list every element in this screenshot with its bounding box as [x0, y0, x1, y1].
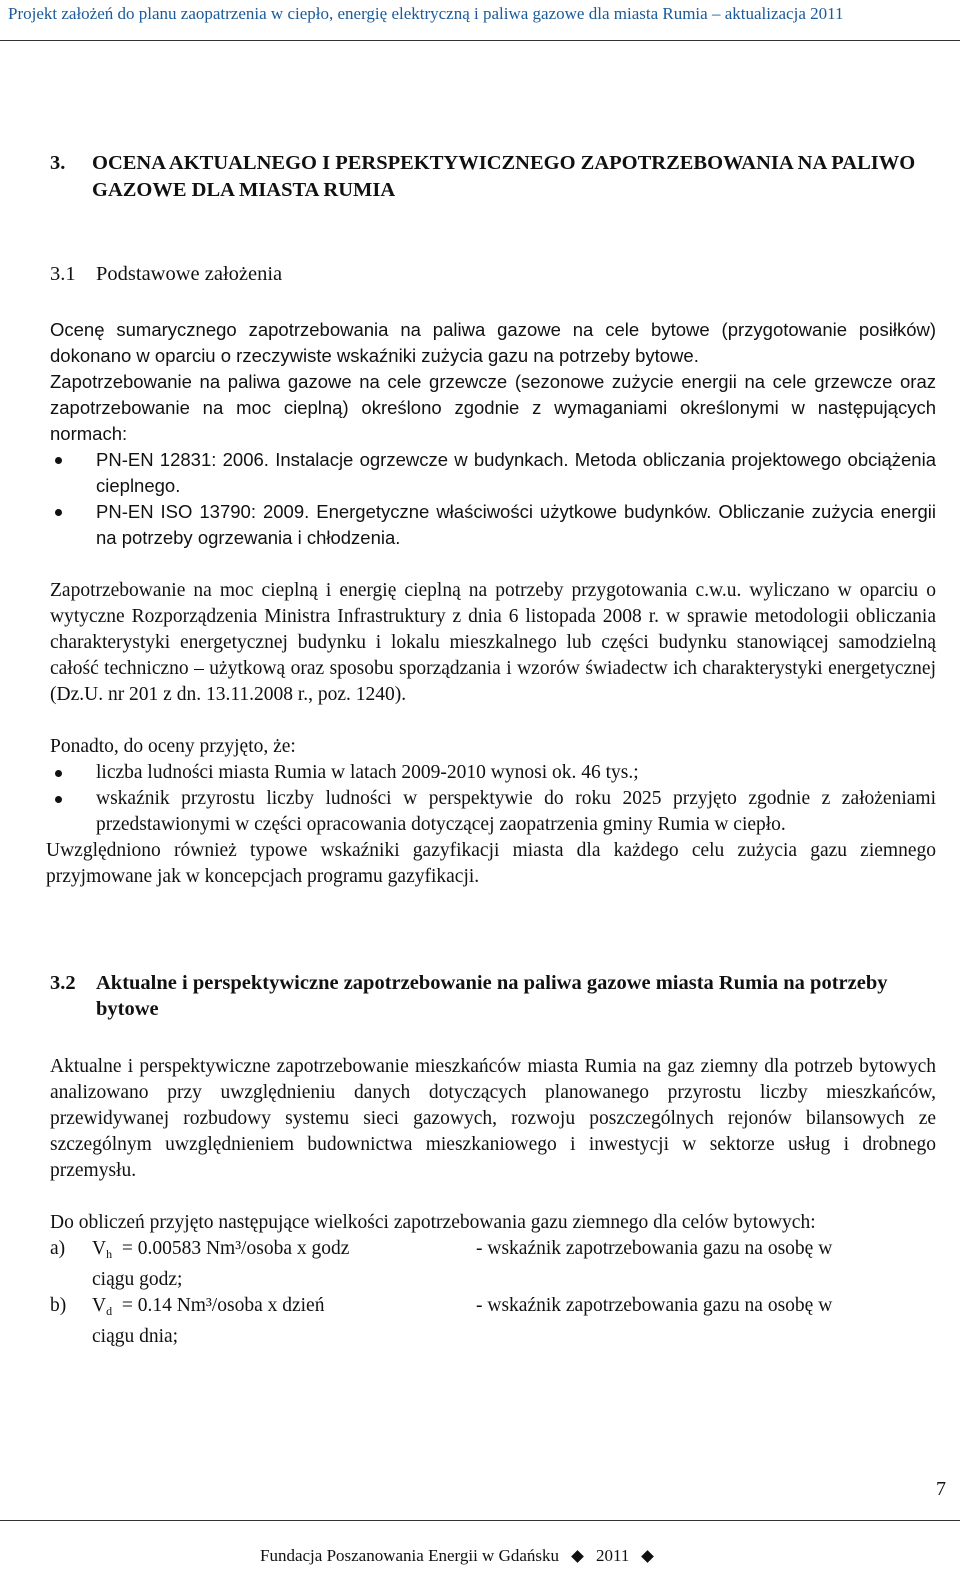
indicator-formula: $V_d = 0.14$ Nm³/osoba x dzień — [92, 1295, 325, 1318]
assumptions-list — [50, 760, 936, 838]
indicator-item-hourly — [50, 1236, 936, 1267]
page-number: 7 — [936, 1478, 946, 1500]
assumption-item: liczba ludności miasta Rumia w latach 2009-2010 wynosi ok. 46 tys.; — [50, 760, 936, 786]
paragraph-calculation-values: Do obliczeń przyjęto następujące wielkości zapotrzebowania gazu ziemnego dla celów bytowych: — [50, 1212, 816, 1233]
page-footer — [260, 1546, 656, 1566]
diamond-icon — [571, 1550, 584, 1563]
section-3-title: OCENA AKTUALNEGO I PERSPEKTYWICZNEGO ZAPOTRZEBOWANIA NA PALIWO GAZOWE DLA MIASTA RUMIA — [92, 152, 916, 201]
indicator-description: - wskaźnik zapotrzebowania gazu na osobę w — [476, 1238, 833, 1259]
section-3-2-number: 3.2 — [50, 972, 76, 994]
indicator-label: a) — [50, 1238, 66, 1259]
footer-year: 2011 — [596, 1546, 630, 1565]
section-3-1-number: 3.1 — [50, 263, 76, 285]
paragraph-residential-demand: Aktualne i perspektywiczne zapotrzebowanie mieszkańców miasta Rumia na gaz ziemny dla potrzeb bytowych analizowano przy uwzględnieniu danych dotyczących planowanego przyrostu liczby mieszkańców, przewidywanej rozbudowy systemu sieci gazowych, rozwoju poszczególnych rejonów bilansowych ze szczególnym uwzględnieniem budownictwa mieszkaniowego i inwestycji w sektorze usług i drobnego przemysłu. — [50, 1056, 936, 1181]
section-3-number: 3. — [50, 152, 66, 174]
indicator-continuation: ciągu godz; — [92, 1269, 183, 1290]
footer-organization: Fundacja Poszanowania Energii w Gdańsku — [260, 1546, 560, 1565]
section-3-1-heading — [50, 261, 936, 287]
diamond-icon — [642, 1550, 655, 1563]
norm-item: PN-EN 12831: 2006. Instalacje ogrzewcze w budynkach. Metoda obliczania projektowego obciążenia cieplnego. — [50, 447, 936, 499]
section-3-heading — [50, 150, 936, 204]
section-3-2-heading — [50, 970, 936, 1022]
indicator-item-daily — [50, 1293, 936, 1324]
indicator-list — [50, 1236, 936, 1350]
norm-item: PN-EN ISO 13790: 2009. Energetyczne właściwości użytkowe budynków. Obliczanie zużycia energii na potrzeby ogrzewania i chłodzenia. — [50, 499, 936, 551]
running-header: Projekt założeń do planu zaopatrzenia w ciepło, energię elektryczną i paliwa gazowe dla miasta Rumia – aktualizacja 2011 — [8, 4, 844, 23]
paragraph-heating-demand: Zapotrzebowanie na paliwa gazowe na cele grzewcze (sezonowe zużycie energii na cele grzewcze oraz zapotrzebowanie na moc cieplną) określono zgodnie z wymaganiami określonymi w następujących normach: — [50, 371, 936, 444]
indicator-description: - wskaźnik zapotrzebowania gazu na osobę w — [476, 1295, 833, 1316]
section-3-2-title: Aktualne i perspektywiczne zapotrzebowanie na paliwa gazowe miasta Rumia na potrzeby bytowe — [96, 972, 888, 1020]
section-3-1-title: Podstawowe założenia — [96, 263, 283, 285]
paragraph-cooking-demand: Ocenę sumarycznego zapotrzebowania na paliwa gazowe na cele bytowe (przygotowanie posiłków) dokonano w oparciu o rzeczywiste wskaźniki zużycia gazu na potrzeby bytowe. — [50, 319, 936, 366]
page-content — [46, 150, 936, 1350]
footer-divider — [0, 1520, 960, 1521]
paragraph-gasification-indicators: Uwzględniono również typowe wskaźniki gazyfikacji miasta dla każdego celu zużycia gazu ziemnego przyjmowane jak w koncepcjach programu gazyfikacji. — [46, 840, 936, 887]
norms-list — [50, 447, 936, 551]
indicator-formula: $V_h = 0.00583$ Nm³/osoba x godz — [92, 1238, 350, 1261]
assumption-item: wskaźnik przyrostu liczby ludności w perspektywie do roku 2025 przyjęto zgodnie z założeniami przedstawionymi w części opracowania dotyczącej zaopatrzenia gminy Rumia w ciepło. — [50, 786, 936, 838]
paragraph-dhw-demand: Zapotrzebowanie na moc cieplną i energię cieplną na potrzeby przygotowania c.w.u. wyliczano w oparciu o wytyczne Rozporządzenia Ministra Infrastruktury z dnia 6 listopada 2008 r. w sprawie metodologii obliczania charakterystyki energetycznej budynku i lokalu mieszkalnego lub części budynku stanowiącej samodzielną całość techniczno – użytkową oraz sposobu sporządzania i wzorów świadectw ich charakterystyki energetycznej (Dz.U. nr 201 z dn. 13.11.2008 r., poz. 1240). — [50, 580, 936, 705]
header-divider — [0, 40, 960, 41]
indicator-label: b) — [50, 1295, 67, 1316]
paragraph-assumptions-intro: Ponadto, do oceny przyjęto, że: — [50, 736, 296, 757]
indicator-continuation: ciągu dnia; — [92, 1326, 179, 1347]
